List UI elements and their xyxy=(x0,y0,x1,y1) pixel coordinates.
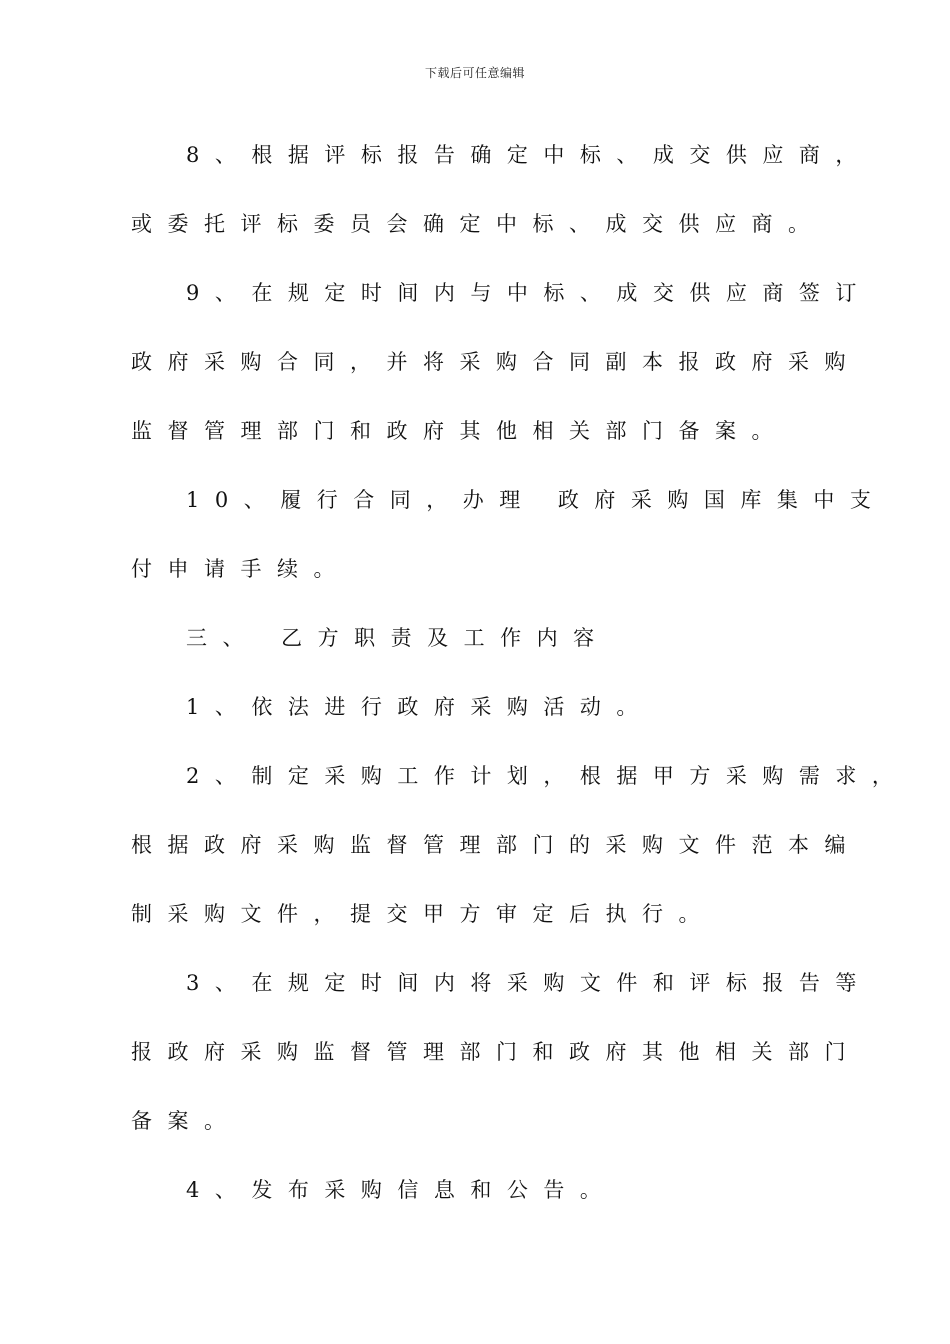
paragraph-line: 2、制定采购工作计划，根据甲方采购需求， xyxy=(186,764,909,788)
paragraph-line: 9、在规定时间内与中标、成交供应商签订 xyxy=(186,281,872,305)
page-header: 下载后可任意编辑 xyxy=(424,66,525,80)
paragraph-line: 1、依法进行政府采购活动。 xyxy=(186,695,653,719)
paragraph-line: 备案。 xyxy=(131,1109,241,1133)
paragraph-line: 10、履行合同，办理 政府采购国库集中支 xyxy=(186,488,887,512)
paragraph-line: 付申请手续。 xyxy=(131,557,350,581)
paragraph-line: 或委托评标委员会确定中标、成交供应商。 xyxy=(131,212,825,236)
paragraph-line: 根据政府采购监督管理部门的采购文件范本编 xyxy=(131,833,861,857)
paragraph-line: 监督管理部门和政府其他相关部门备案。 xyxy=(131,419,788,443)
paragraph-line: 4、发布采购信息和公告。 xyxy=(186,1178,617,1202)
paragraph-line: 3、在规定时间内将采购文件和评标报告等 xyxy=(186,971,872,995)
paragraph-line: 8、根据评标报告确定中标、成交供应商， xyxy=(186,143,872,167)
section-heading: 三、 乙方职责及工作内容 xyxy=(186,626,610,650)
paragraph-line: 政府采购合同，并将采购合同副本报政府采购 xyxy=(131,350,861,374)
paragraph-line: 制采购文件，提交甲方审定后执行。 xyxy=(131,902,715,926)
paragraph-line: 报政府采购监督管理部门和政府其他相关部门 xyxy=(131,1040,861,1064)
